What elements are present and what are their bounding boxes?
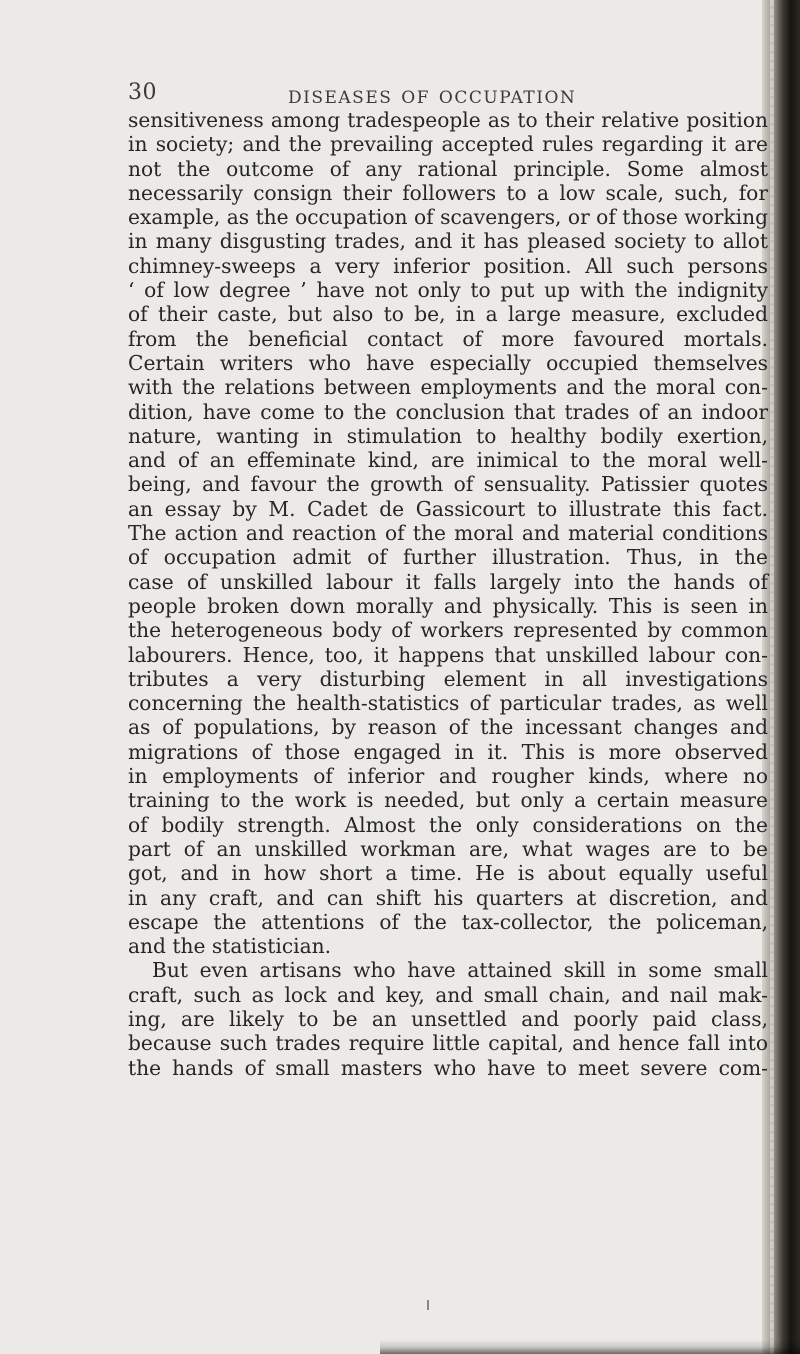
text-line: dition, have come to the conclusion that trades of an indoor xyxy=(128,399,768,424)
text-line: the hands of small masters who have to meet severe com- xyxy=(128,1055,768,1080)
text-line: necessarily consign their followers to a low scale, such, for xyxy=(128,180,768,205)
text-line: concerning the health-statistics of particular trades, as well xyxy=(128,691,768,716)
text-line: got, and in how short a time. He is about equally useful xyxy=(128,861,768,886)
text-line: in society; and the prevailing accepted rules regarding it are xyxy=(128,132,768,157)
text-line: not the outcome of any rational principle. Some almost xyxy=(128,156,768,181)
text-line: because such trades require little capital, and hence fall into xyxy=(128,1031,768,1056)
text-line: and the statistician. xyxy=(128,934,332,959)
text-line: in employments of inferior and rougher kinds, where no xyxy=(128,764,768,789)
text-line: example, as the occupation of scavengers, or of those working xyxy=(128,205,768,230)
text-line: Certain writers who have especially occupied themselves xyxy=(128,350,768,375)
text-line: But even artisans who have attained skill in some small xyxy=(152,958,768,983)
text-line: migrations of those engaged in it. This is more observed xyxy=(128,739,768,764)
text-line: in any craft, and can shift his quarters at discretion, and xyxy=(128,885,768,910)
text-line: being, and favour the growth of sensuality. Patissier quotes xyxy=(128,472,768,497)
text-line: with the relations between employments and the moral con- xyxy=(128,375,768,400)
page-bottom-shadow xyxy=(380,1340,800,1354)
text-line: The action and reaction of the moral and material conditions xyxy=(128,521,768,546)
text-line: of bodily strength. Almost the only considerations on the xyxy=(128,812,768,837)
running-head: DISEASES OF OCCUPATION xyxy=(288,88,577,108)
print-speck xyxy=(427,1300,429,1310)
text-line: ‘ of low degree ’ have not only to put up with the indignity xyxy=(128,278,768,303)
text-line: craft, such as lock and key, and small chain, and nail mak- xyxy=(128,982,768,1007)
text-line: of their caste, but also to be, in a large measure, excluded xyxy=(128,302,768,327)
text-line: and of an effeminate kind, are inimical to the moral well- xyxy=(128,448,768,473)
text-line: an essay by M. Cadet de Gassicourt to illustrate this fact. xyxy=(128,496,768,521)
text-line: labourers. Hence, too, it happens that unskilled labour con- xyxy=(128,642,768,667)
text-line: ing, are likely to be an unsettled and poorly paid class, xyxy=(128,1006,768,1031)
page-edge-texture xyxy=(770,0,774,1354)
text-line: part of an unskilled workman are, what wages are to be xyxy=(128,836,768,861)
text-line: training to the work is needed, but only a certain measure xyxy=(128,788,768,813)
text-line: sensitiveness among tradespeople as to their relative position xyxy=(128,108,768,132)
body-text xyxy=(128,108,768,1080)
text-line: of occupation admit of further illustration. Thus, in the xyxy=(128,545,768,570)
text-line: the heterogeneous body of workers represented by common xyxy=(128,618,768,643)
text-line: tributes a very disturbing element in all investigations xyxy=(128,666,768,691)
text-line: case of unskilled labour it falls largely into the hands of xyxy=(128,569,768,594)
text-line: from the beneficial contact of more favoured mortals. xyxy=(128,326,768,351)
text-line: escape the attentions of the tax-collector, the policeman, xyxy=(128,909,768,934)
text-line: in many disgusting trades, and it has pleased society to allot xyxy=(128,229,768,254)
page-number: 30 xyxy=(128,80,157,105)
text-line: people broken down morally and physically. This is seen in xyxy=(128,593,768,618)
text-line: chimney-sweeps a very inferior position. All such persons xyxy=(128,253,768,278)
text-line: nature, wanting in stimulation to healthy bodily exertion, xyxy=(128,423,768,448)
text-line: as of populations, by reason of the incessant changes and xyxy=(128,715,768,740)
